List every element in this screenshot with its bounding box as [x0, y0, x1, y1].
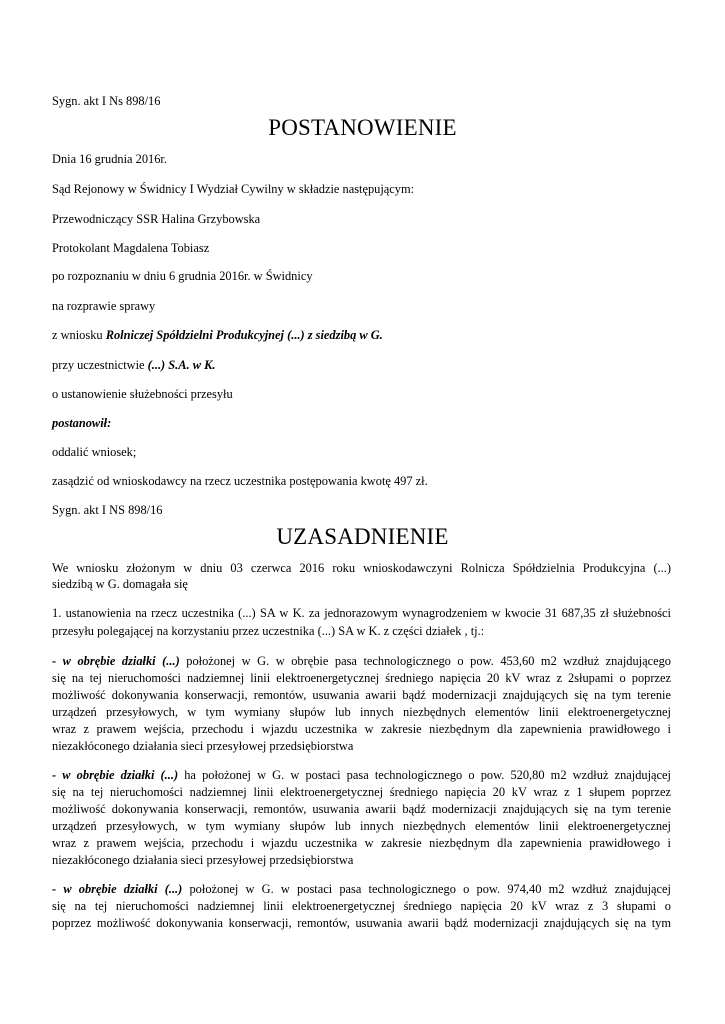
- decided-label: postanowił:: [52, 416, 112, 430]
- reasons-title: UZASADNIENIE: [276, 524, 449, 549]
- applicant-name: Rolniczej Spółdzielni Produkcyjnej (...) z siedzibą w G.: [105, 328, 383, 342]
- parcel-label: - w obrębie działki (...): [52, 768, 179, 782]
- text-line: niezakłóconego działania sieci przesyłowej przedsiębiorstwa: [52, 739, 354, 753]
- participant-line: [52, 357, 215, 373]
- case-signature-mid: Sygn. akt I NS 898/16: [52, 503, 163, 517]
- text-line: siedzibą w G. domagała się: [52, 577, 188, 591]
- participant-name: (...) S.A. w K.: [147, 358, 216, 372]
- participant-prefix: przy uczestnictwie: [52, 358, 148, 372]
- text-line: niezakłóconego działania sieci przesyłowej przedsiębiorstwa: [52, 853, 354, 867]
- court-composition: Sąd Rejonowy w Świdnicy I Wydział Cywilny w składzie następującym:: [52, 182, 415, 196]
- decision-date: Dnia 16 grudnia 2016r.: [52, 152, 167, 166]
- parcel-label: - w obrębie działki (...): [52, 882, 183, 896]
- text-line: się na tej nieruchomości nadziemnej linii elektroenergetycznej średniego napięcia 20 kV wraz z 3 słupami o: [52, 899, 671, 913]
- text-line: 1. ustanowienia na rzecz uczestnika (...) SA w K. za jednorazowym wynagrodzeniem w kwocie 31 687,35 zł służebności: [52, 606, 671, 620]
- text-line: możliwość dokonywania konserwacji, remontów, usuwania awarii bądź modernizacji znajdujących się na tym terenie: [52, 802, 671, 816]
- text-line: się na tej nieruchomości nadziemnej linii elektroenergetycznej średniego napięcia 20 kV wraz z 2słupami o poprzez: [52, 671, 671, 685]
- ruling-item-1: oddalić wniosek;: [52, 445, 137, 459]
- motion-prefix: z wniosku: [52, 328, 106, 342]
- presiding-judge: Przewodniczący SSR Halina Grzybowska: [52, 212, 261, 226]
- text-line: przesyłu polegającej na korzystaniu przez uczestnika (...) SA w K. z części działek , tj.:: [52, 624, 485, 638]
- motion-line: [52, 327, 383, 343]
- text-line: urządzeń przesyłowych, w tym wymiany słupów lub innych niezbędnych elementów linii elektroenergetycznej: [52, 705, 671, 719]
- text-line: - w obrębie działki (...) położonej w G. w obrębie pasa technologicznego o pow. 453,60 m2 wzdłuż znajdującego: [52, 654, 671, 668]
- parcel-label: - w obrębie działki (...): [52, 654, 180, 668]
- text-line: - w obrębie działki (...) ha położonej w G. w postaci pasa technologicznego o pow. 520,80 m2 wzdłuż znajdującej: [52, 768, 671, 782]
- case-subject: o ustanowienie służebności przesyłu: [52, 387, 233, 401]
- text-line: się na tej nieruchomości nadziemnej linii elektroenergetycznej średniego napięcia 20 kV wraz z 1 słupem poprzez: [52, 785, 671, 799]
- case-signature-top: Sygn. akt I Ns 898/16: [52, 94, 161, 108]
- ruling-item-2: zasądzić od wnioskodawcy na rzecz uczestnika postępowania kwotę 497 zł.: [52, 474, 428, 488]
- text-line: wraz z prawem wejścia, przechodu i wjazdu uczestnika w zakresie niezbędnym dla zapewnienia prawidłowego i: [52, 836, 671, 850]
- text-line: możliwość dokonywania konserwacji, remontów, usuwania awarii bądź modernizacji znajdujących się na tym terenie: [52, 688, 671, 702]
- hearing-date-place: po rozpoznaniu w dniu 6 grudnia 2016r. w Świdnicy: [52, 269, 313, 283]
- text-line: wraz z prawem wejścia, przechodu i wjazdu uczestnika w zakresie niezbędnym dla zapewnienia prawidłowego i: [52, 722, 671, 736]
- decision-title: POSTANOWIENIE: [268, 115, 457, 140]
- text-line: urządzeń przesyłowych, w tym wymiany słupów lub innych niezbędnych elementów linii elektroenergetycznej: [52, 819, 671, 833]
- text-line: We wniosku złożonym w dniu 03 czerwca 2016 roku wnioskodawczyni Rolnicza Spółdzielnia Produkcyjna (...): [52, 561, 671, 575]
- court-clerk: Protokolant Magdalena Tobiasz: [52, 241, 210, 255]
- text-line: - w obrębie działki (...) położonej w G. w postaci pasa technologicznego o pow. 974,40 m2 wzdłuż znajdującej: [52, 882, 672, 896]
- text-line: poprzez możliwość dokonywania konserwacji, remontów, usuwania awarii bądź modernizacji znajdujących się na tym: [52, 916, 671, 930]
- session-type: na rozprawie sprawy: [52, 299, 156, 313]
